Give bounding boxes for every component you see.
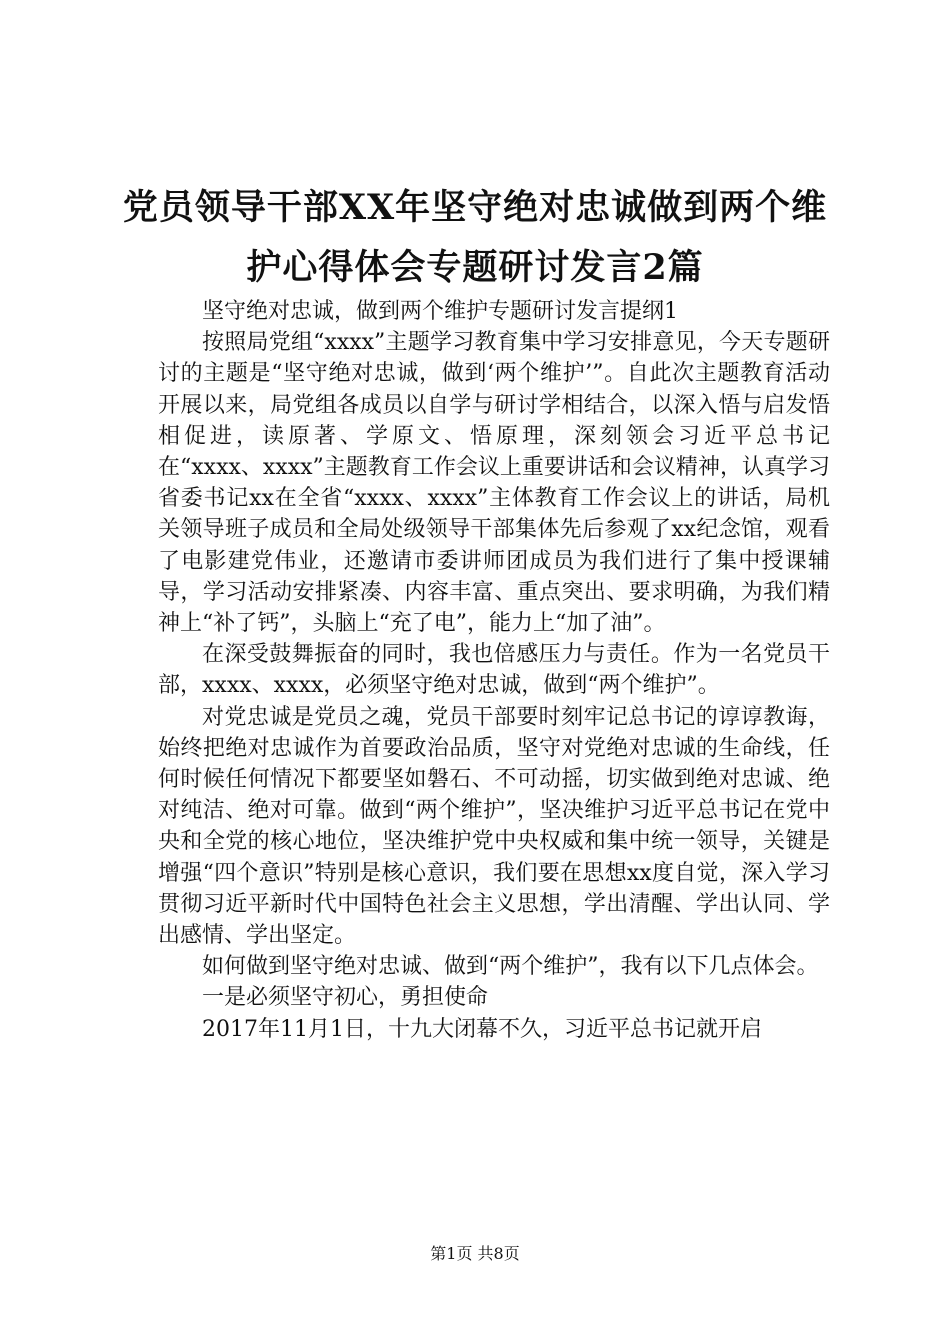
paragraph: 如何做到坚守绝对忠诚、做到“两个维护”，我有以下几点体会。 — [202, 954, 819, 980]
title-line-1: 党员领导干部XX年坚守绝对忠诚做到两个维 — [122, 187, 828, 228]
title-line-2: 护心得体会专题研讨发言2篇 — [246, 247, 704, 288]
section-heading: 一是必须坚守初心，勇担使命 — [202, 985, 489, 1011]
paragraph: 2017年11月1日，十九大闭幕不久，习近平总书记就开启 — [202, 1016, 762, 1042]
document-body — [158, 296, 830, 1045]
paragraph: 在深受鼓舞振奋的同时，我也倍感压力与责任。作为一名党员干部，xxxx、xxxx，必须坚守绝对忠诚，做到“两个维护”。 — [158, 642, 830, 699]
paragraph: 按照局党组“xxxx”主题学习教育集中学习安排意见，今天专题研讨的主题是“坚守绝对忠诚，做到‘两个维护’”。自此次主题教育活动开展以来，局党组各成员以自学与研讨学相结合，以深入悟与启发悟相促进，读原著、学原文、悟原理，深刻领会习近平总书记在“xxxx、xxxx”主题教育工作会议上重要讲话和会议精神，认真学习省委书记xx在全省“xxxx、xxxx”主体教育工作会议上的讲话，局机关领导班子成员和全局处级领导干部集体先后参观了xx纪念馆，观看了电影建党伟业，还邀请市委讲师团成员为我们进行了集中授课辅导，学习活动安排紧凑、内容丰富、重点突出、要求明确，为我们精神上“补了钙”，头脑上“充了电”，能力上“加了油”。 — [158, 330, 830, 637]
document-title — [120, 178, 830, 298]
page-footer: 第1页 共8页 — [430, 1244, 520, 1263]
paragraph: 对党忠诚是党员之魂，党员干部要时刻牢记总书记的谆谆教诲，始终把绝对忠诚作为首要政治品质，坚守对党绝对忠诚的生命线，任何时候任何情况下都要坚如磐石、不可动摇，切实做到绝对忠诚、绝对纯洁、绝对可靠。做到“两个维护”，坚决维护习近平总书记在党中央和全党的核心地位，坚决维护党中央权威和集中统一领导，关键是增强“四个意识”特别是核心意识，我们要在思想xx度自觉，深入学习贯彻习近平新时代中国特色社会主义思想，学出清醒、学出认同、学出感情、学出坚定。 — [158, 704, 830, 949]
paragraph-outline-heading: 坚守绝对忠诚，做到两个维护专题研讨发言提纲1 — [202, 299, 678, 324]
